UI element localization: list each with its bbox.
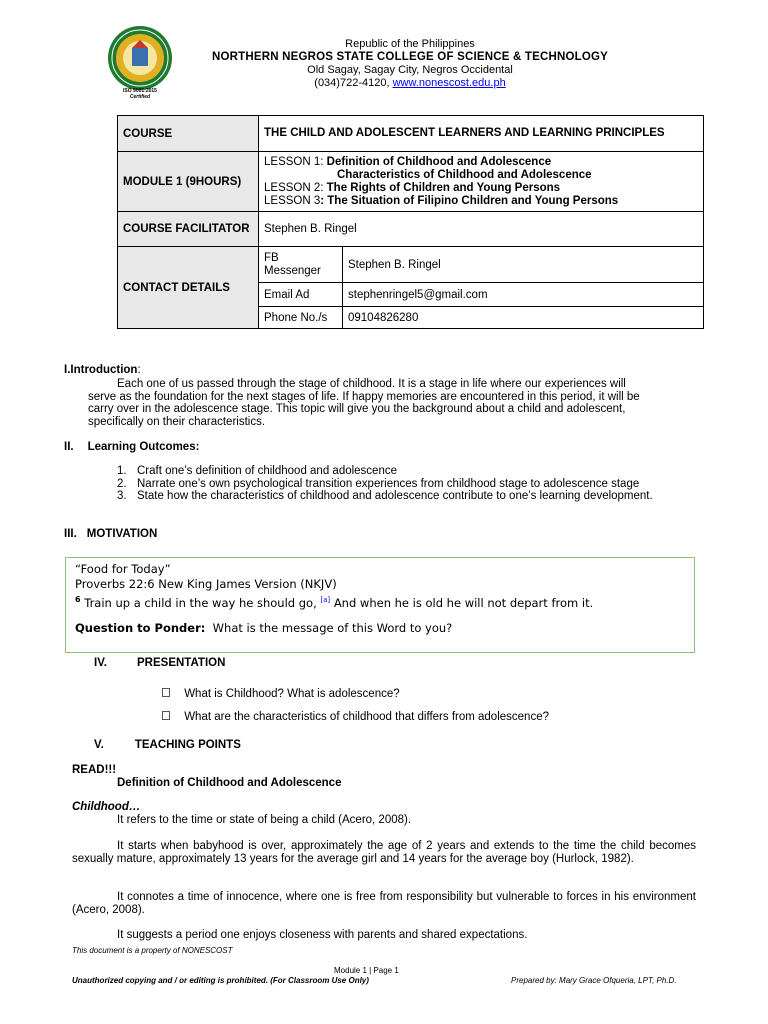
- read-label: READ!!!: [72, 764, 117, 776]
- school-seal-logo: [96, 24, 184, 102]
- outcome-item: 1. Craft one’s definition of childhood and adolescence: [117, 465, 397, 477]
- contact-type-phone: Phone No./s: [259, 307, 343, 329]
- verse-text: $^6$ Train up a child in the way he should go, [a] And when he is old he will not depart from it.: [75, 595, 594, 610]
- teaching-heading: V. TEACHING POINTS: [94, 739, 241, 751]
- contact-value-email: stephenringel5@gmail.com: [343, 283, 704, 307]
- lessons-cell: [259, 152, 704, 212]
- presentation-item: What are the characteristics of childhood that differs from adolescence?: [162, 711, 549, 724]
- paragraph-2: It starts when babyhood is over, approximately the age of 2 years and extends to the time the child becomes sexually mature, approximately 13 years for the average girl and 14 years for the average boy (Hurlock, 1982).: [72, 840, 696, 865]
- school-name: NORTHERN NEGROS STATE COLLEGE OF SCIENCE & TECHNOLOGY: [211, 51, 609, 63]
- food-for-today: “Food for Today”: [75, 562, 171, 576]
- contact-type-email: Email Ad: [259, 283, 343, 307]
- footnote-link[interactable]: [a]: [320, 596, 331, 604]
- bullet-box-icon: [162, 688, 170, 697]
- lesson-3: LESSON 3: The Situation of Filipino Children and Young Persons: [264, 194, 619, 207]
- paragraph-4: It suggests a period one enjoys closeness with parents and shared expectations.: [117, 929, 528, 941]
- course-label: COURSE: [118, 116, 259, 152]
- intro-paragraph: Each one of us passed through the stage of childhood. It is a stage in life where our experiences will serve as the foundation for the next stages of life. If happy memories are encountered in this period, it will be carry over in the adolescence stage. This topic will give you the background about a child and adolescent, specifically on their characteristics.: [88, 378, 640, 428]
- facilitator-value: Stephen B. Ringel: [259, 212, 704, 247]
- contact-type-fb: FB Messenger: [259, 247, 343, 283]
- contact-value-phone: 09104826280: [343, 307, 704, 329]
- outcome-item: 3. State how the characteristics of childhood and adolescence contribute to one’s learning development.: [117, 490, 653, 502]
- contact-label: CONTACT DETAILS: [118, 247, 259, 329]
- bullet-box-icon: [162, 711, 170, 720]
- motivation-box: [65, 557, 695, 653]
- question-to-ponder: Question to Ponder: What is the message of this Word to you?: [75, 620, 453, 635]
- lesson-2: LESSON 2: The Rights of Children and Young Persons: [264, 181, 561, 194]
- outcomes-heading: II. Learning Outcomes:: [64, 441, 200, 453]
- contact-line: [190, 77, 630, 90]
- contact-value-fb: Stephen B. Ringel: [343, 247, 704, 283]
- iso-label: ISO 9001:2015: [123, 88, 157, 94]
- lesson-1: LESSON 1: Definition of Childhood and Adolescence: [264, 155, 552, 168]
- website-link[interactable]: www.nonescost.edu.ph: [392, 77, 506, 89]
- outcomes-list: [117, 465, 707, 503]
- paragraph-1: It refers to the time or state of being a child (Acero, 2008).: [117, 814, 412, 826]
- copy-warning: Unauthorized copying and / or editing is prohibited. (For Classroom Use Only): [72, 976, 369, 985]
- property-note: This document is a property of NONESCOST: [72, 946, 233, 955]
- outcome-item: 2. Narrate one’s own psychological transition experiences from childhood stage to adolescence stage: [117, 477, 640, 490]
- school-phone: (034)722-4120,: [314, 77, 393, 89]
- page-number: Module 1 | Page 1: [334, 966, 399, 975]
- lesson-1b: Characteristics of Childhood and Adolescence: [337, 168, 592, 181]
- motivation-heading: III. MOTIVATION: [64, 528, 158, 540]
- definition-subheading: Definition of Childhood and Adolescence: [117, 777, 342, 789]
- iso-certified: Certified: [129, 94, 151, 100]
- verse-reference: Proverbs 22:6 New King James Version (NKJV): [75, 577, 337, 591]
- intro-heading: I.Introduction:: [64, 364, 141, 376]
- prepared-by: Prepared by: Mary Grace Ofqueria, LPT, Ph.D.: [511, 976, 677, 985]
- childhood-label: Childhood…: [72, 801, 141, 813]
- course-value: THE CHILD AND ADOLESCENT LEARNERS AND LEARNING PRINCIPLES: [259, 116, 704, 152]
- module-label: MODULE 1 (9HOURS): [118, 152, 259, 212]
- paragraph-3: It connotes a time of innocence, where one is free from responsibility but vulnerable to forces in his environment (Acero, 2008).: [72, 891, 696, 916]
- facilitator-label: COURSE FACILITATOR: [118, 212, 259, 247]
- presentation-heading: IV. PRESENTATION: [94, 657, 226, 669]
- course-info-table: [117, 115, 704, 329]
- letterhead: [190, 38, 630, 90]
- presentation-item: What is Childhood? What is adolescence?: [162, 688, 400, 701]
- republic-line: Republic of the Philippines: [345, 38, 475, 50]
- school-address: Old Sagay, Sagay City, Negros Occidental: [307, 64, 513, 76]
